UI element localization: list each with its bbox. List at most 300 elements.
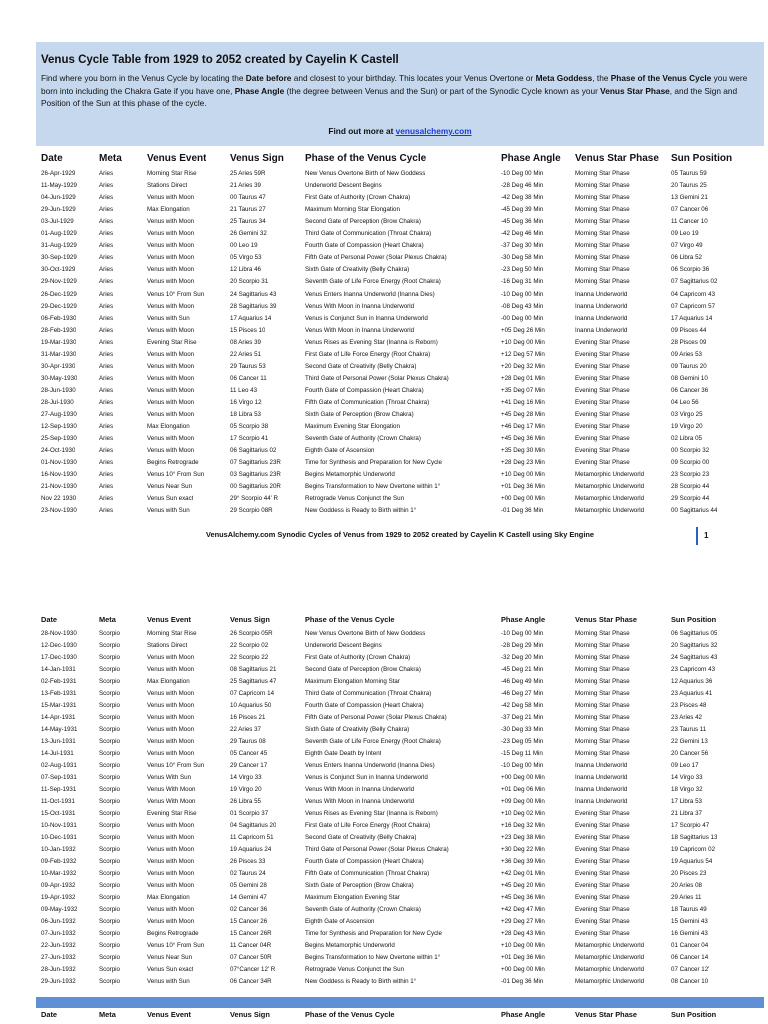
cell-venus-sign: 11 Leo 43 bbox=[230, 386, 258, 394]
table-row bbox=[0, 976, 768, 987]
cell-phase-of-cycle: Venus With Moon in Inanna Underworld bbox=[305, 302, 415, 310]
cell-venus-event: Venus With Sun bbox=[147, 774, 192, 781]
cell-star-phase: Evening Star Phase bbox=[575, 834, 630, 841]
cell-date: 29-Dec-1929 bbox=[41, 302, 77, 310]
cell-sun-position: 15 Gemini 43 bbox=[671, 918, 708, 925]
cell-sun-position: 07 Cancer 12' bbox=[671, 966, 710, 973]
col-phase-angle: Phase Angle bbox=[501, 153, 561, 164]
cell-date: 16-Nov-1930 bbox=[41, 471, 77, 479]
col-phase-angle: Phase Angle bbox=[501, 1010, 546, 1019]
intro-text: (the degree between Venus and the Sun) or part of the Synodic Cycle known as your bbox=[284, 85, 601, 96]
cell-meta: Aries bbox=[99, 266, 114, 274]
cell-star-phase: Evening Star Phase bbox=[575, 930, 630, 937]
cell-phase-angle: +45 Deg 20 Min bbox=[501, 882, 545, 889]
cell-phase-angle: -28 Deg 46 Min bbox=[501, 182, 544, 190]
cell-star-phase: Morning Star Phase bbox=[575, 642, 630, 649]
cell-star-phase: Metamorphic Underworld bbox=[575, 954, 645, 961]
cell-date: 31-Mar-1930 bbox=[41, 350, 77, 358]
cell-sun-position: 29 Aries 11 bbox=[671, 894, 702, 901]
cell-venus-sign: 06 Cancer 34R bbox=[230, 978, 272, 985]
table-row bbox=[0, 904, 768, 915]
table-row bbox=[0, 856, 768, 867]
cell-date: 28-Jun-1930 bbox=[41, 386, 76, 394]
cell-phase-of-cycle: New Venus Overtone Birth of New Goddess bbox=[305, 170, 426, 177]
cell-sun-position: 20 Taurus 25 bbox=[671, 182, 707, 190]
cell-phase-of-cycle: First Gate of Life Force Energy (Root Chakra) bbox=[305, 822, 431, 829]
cell-meta: Scorpio bbox=[99, 654, 120, 661]
cell-venus-sign: 26 Pisces 33 bbox=[230, 858, 266, 865]
cell-star-phase: Evening Star Phase bbox=[575, 362, 630, 370]
cell-venus-sign: 29 Taurus 53 bbox=[230, 362, 266, 370]
cell-star-phase: Evening Star Phase bbox=[575, 423, 630, 431]
cell-venus-sign: 17 Aquarius 14 bbox=[230, 314, 272, 322]
cell-meta: Scorpio bbox=[99, 630, 120, 637]
cell-venus-sign: 21 Aries 39 bbox=[230, 182, 261, 190]
col-meta: Meta bbox=[99, 1010, 116, 1019]
cell-phase-of-cycle: Time for Synthesis and Preparation for New Cycle bbox=[305, 459, 442, 467]
cell-meta: Scorpio bbox=[99, 930, 120, 937]
cell-venus-event: Venus with Moon bbox=[147, 447, 195, 455]
cell-sun-position: 23 Capricorn 43 bbox=[671, 666, 716, 673]
cell-phase-angle: +01 Deg 36 Min bbox=[501, 954, 545, 961]
cell-venus-event: Venus with Moon bbox=[147, 302, 195, 310]
cell-meta: Aries bbox=[99, 507, 114, 515]
cell-venus-event: Venus with Moon bbox=[147, 834, 195, 841]
cell-phase-angle: -37 Deg 30 Min bbox=[501, 242, 544, 250]
cell-date: 11-Sep-1931 bbox=[41, 786, 77, 793]
cell-date: 26-Dec-1929 bbox=[41, 290, 77, 298]
cell-venus-event: Venus with Moon bbox=[147, 242, 195, 250]
cell-venus-event: Venus with Moon bbox=[147, 714, 195, 721]
intro-text: Date before bbox=[245, 73, 292, 83]
cell-star-phase: Evening Star Phase bbox=[575, 435, 630, 443]
cell-meta: Aries bbox=[99, 278, 114, 286]
table-row bbox=[0, 409, 768, 420]
cell-venus-sign: 00 Leo 19 bbox=[230, 242, 258, 250]
table-row bbox=[0, 868, 768, 879]
cell-venus-event: Venus with Moon bbox=[147, 350, 195, 358]
cell-meta: Scorpio bbox=[99, 858, 120, 865]
cell-venus-event: Venus with Moon bbox=[147, 882, 195, 889]
cell-star-phase: Metamorphic Underworld bbox=[575, 495, 645, 503]
cell-meta: Scorpio bbox=[99, 690, 120, 697]
cell-sun-position: 07 Virgo 49 bbox=[671, 242, 703, 250]
cell-date: 19-Mar-1930 bbox=[41, 338, 77, 346]
cell-date: 30-Sep-1929 bbox=[41, 254, 77, 262]
cell-sun-position: 06 Cancer 36 bbox=[671, 386, 709, 394]
cell-meta: Aries bbox=[99, 483, 114, 491]
cell-date: 24-Oct-1930 bbox=[41, 447, 76, 455]
table-row bbox=[0, 361, 768, 372]
cell-sun-position: 17 Libra 53 bbox=[671, 798, 702, 805]
cell-phase-of-cycle: Retrograde Venus Conjunct the Sun bbox=[305, 495, 405, 503]
cell-star-phase: Evening Star Phase bbox=[575, 338, 630, 346]
cell-venus-sign: 22 Aries 37 bbox=[230, 726, 261, 733]
cell-star-phase: Metamorphic Underworld bbox=[575, 978, 645, 985]
table-row bbox=[0, 748, 768, 759]
cell-star-phase: Evening Star Phase bbox=[575, 350, 630, 358]
cell-meta: Aries bbox=[99, 230, 114, 238]
cell-star-phase: Evening Star Phase bbox=[575, 858, 630, 865]
table-row bbox=[0, 964, 768, 975]
cell-date: 06-Jun-1932 bbox=[41, 918, 76, 925]
cell-phase-of-cycle: Second Gate of Creativity (Belly Chakra) bbox=[305, 362, 417, 370]
table-row bbox=[0, 192, 768, 203]
cell-star-phase: Morning Star Phase bbox=[575, 750, 630, 757]
cell-sun-position: 00 Sagittarius 44 bbox=[671, 507, 718, 515]
cell-meta: Aries bbox=[99, 447, 114, 455]
col-sun-position: Sun Position bbox=[671, 615, 717, 624]
table-row bbox=[0, 385, 768, 396]
cell-date: 10-Dec-1931 bbox=[41, 834, 77, 841]
cell-sun-position: 23 Aries 42 bbox=[671, 714, 702, 721]
cell-date: 09-Apr-1932 bbox=[41, 882, 76, 889]
cell-date: 26-Apr-1929 bbox=[41, 170, 76, 177]
table-row bbox=[0, 180, 768, 191]
cell-phase-angle: -46 Deg 27 Min bbox=[501, 690, 544, 697]
table-row bbox=[0, 276, 768, 287]
cell-star-phase: Evening Star Phase bbox=[575, 447, 630, 455]
cell-date: 27-Aug-1930 bbox=[41, 411, 77, 418]
cell-date: 09-May-1932 bbox=[41, 906, 78, 913]
cell-phase-of-cycle: Seventh Gate of Life Force Energy (Root Chakra) bbox=[305, 278, 441, 286]
cell-phase-of-cycle: Third Gate of Personal Power (Solar Plexus Chakra) bbox=[305, 846, 449, 853]
cell-venus-event: Max Elongation bbox=[147, 894, 190, 901]
cell-phase-angle: +28 Deg 23 Min bbox=[501, 459, 545, 467]
table-row bbox=[0, 760, 768, 771]
cell-date: 10-Nov-1931 bbox=[41, 822, 77, 829]
cell-venus-sign: 26 Libra 55 bbox=[230, 798, 261, 805]
cell-phase-angle: -10 Deg 00 Min bbox=[501, 170, 544, 177]
col-phase-angle: Phase Angle bbox=[501, 615, 546, 624]
cell-meta: Scorpio bbox=[99, 762, 120, 769]
cell-sun-position: 04 Capricorn 43 bbox=[671, 290, 716, 298]
cell-phase-of-cycle: Venus Enters Inanna Underworld (Inanna Dies) bbox=[305, 762, 435, 769]
cell-phase-of-cycle: Fifth Gate of Communication (Throat Chakra) bbox=[305, 870, 430, 877]
cell-date: 07-Sep-1931 bbox=[41, 774, 77, 781]
cell-date: 25-Sep-1930 bbox=[41, 435, 77, 443]
cell-phase-angle: +16 Deg 32 Min bbox=[501, 822, 545, 829]
cell-venus-event: Stations Direct bbox=[147, 182, 188, 190]
col-date: Date bbox=[41, 615, 58, 624]
cell-phase-angle: -45 Deg 21 Min bbox=[501, 666, 544, 673]
cell-venus-event: Venus with Moon bbox=[147, 278, 195, 286]
cell-sun-position: 29 Scorpio 44 bbox=[671, 495, 710, 503]
cell-venus-event: Venus with Moon bbox=[147, 690, 195, 697]
table-row bbox=[0, 469, 768, 480]
cell-meta: Aries bbox=[99, 495, 114, 503]
col-phase-of-cycle: Phase of the Venus Cycle bbox=[305, 615, 395, 624]
cell-sun-position: 02 Libra 05 bbox=[671, 435, 702, 443]
table-row bbox=[0, 628, 768, 639]
cell-phase-angle: -16 Deg 31 Min bbox=[501, 278, 544, 286]
cell-venus-sign: 02 Cancer 36 bbox=[230, 906, 268, 913]
cell-venus-event: Venus with Moon bbox=[147, 362, 195, 370]
cell-date: 28-Jun-1932 bbox=[41, 966, 76, 973]
cell-star-phase: Evening Star Phase bbox=[575, 870, 630, 877]
cell-star-phase: Evening Star Phase bbox=[575, 846, 630, 853]
cell-venus-sign: 20 Scorpio 31 bbox=[230, 278, 269, 286]
cell-sun-position: 05 Taurus 59 bbox=[671, 170, 707, 177]
cell-venus-sign: 11 Cancer 04R bbox=[230, 942, 272, 949]
cell-phase-angle: -42 Deg 46 Min bbox=[501, 230, 544, 238]
cell-venus-sign: 16 Pisces 21 bbox=[230, 714, 266, 721]
intro-text: Phase of the Venus Cycle bbox=[610, 73, 712, 83]
cell-phase-of-cycle: Sixth Gate of Perception (Brow Chakra) bbox=[305, 411, 414, 418]
cell-venus-sign: 00 Sagittarius 20R bbox=[230, 483, 281, 491]
document-title: Venus Cycle Table from 1929 to 2052 created by Cayelin K Castell bbox=[41, 54, 399, 66]
cell-meta: Scorpio bbox=[99, 834, 120, 841]
cell-star-phase: Inanna Underworld bbox=[575, 762, 628, 769]
cell-venus-sign: 03 Sagittarius 23R bbox=[230, 471, 281, 479]
col-venus-event: Venus Event bbox=[147, 153, 207, 164]
cell-meta: Scorpio bbox=[99, 642, 120, 649]
cell-phase-of-cycle: Eighth Gate of Ascension bbox=[305, 447, 375, 455]
cell-star-phase: Metamorphic Underworld bbox=[575, 507, 645, 515]
cell-star-phase: Morning Star Phase bbox=[575, 182, 630, 190]
col-sun-position: Sun Position bbox=[671, 1010, 717, 1019]
cell-meta: Aries bbox=[99, 459, 114, 467]
cell-star-phase: Evening Star Phase bbox=[575, 906, 630, 913]
cell-phase-of-cycle: Time for Synthesis and Preparation for New Cycle bbox=[305, 930, 442, 937]
cell-venus-event: Venus with Moon bbox=[147, 666, 195, 673]
cell-phase-of-cycle: Maximum Elongation Evening Star bbox=[305, 894, 400, 901]
cell-venus-sign: 22 Aries 51 bbox=[230, 350, 261, 358]
cell-date: 14-Apr-1931 bbox=[41, 714, 76, 721]
cell-sun-position: 16 Gemini 43 bbox=[671, 930, 708, 937]
table-row bbox=[0, 640, 768, 651]
cell-sun-position: 09 Aries 53 bbox=[671, 350, 702, 358]
cell-phase-of-cycle: Eighth Gate of Ascension bbox=[305, 918, 375, 925]
cell-phase-angle: -00 Deg 00 Min bbox=[501, 314, 544, 322]
cell-phase-angle: +00 Deg 00 Min bbox=[501, 966, 545, 973]
cell-venus-sign: 04 Sagittarius 20 bbox=[230, 822, 277, 829]
cell-venus-event: Venus With Moon bbox=[147, 786, 196, 793]
cell-venus-event: Venus with Moon bbox=[147, 702, 195, 709]
cell-date: 21-Nov-1930 bbox=[41, 483, 77, 491]
cell-venus-sign: 05 Virgo 53 bbox=[230, 254, 262, 262]
col-star-phase: Venus Star Phase bbox=[575, 153, 659, 164]
cell-date: 01-Nov-1930 bbox=[41, 459, 77, 467]
table-row bbox=[0, 252, 768, 263]
cell-star-phase: Evening Star Phase bbox=[575, 398, 630, 406]
cell-phase-angle: +30 Deg 22 Min bbox=[501, 846, 545, 853]
cell-star-phase: Metamorphic Underworld bbox=[575, 942, 645, 949]
cell-sun-position: 09 Pisces 44 bbox=[671, 326, 707, 334]
cell-venus-event: Venus with Moon bbox=[147, 822, 195, 829]
cell-phase-of-cycle: Second Gate of Perception (Brow Chakra) bbox=[305, 666, 421, 673]
cell-phase-of-cycle: First Gate of Life Force Energy (Root Chakra) bbox=[305, 350, 431, 358]
cell-venus-sign: 08 Sagittarius 21 bbox=[230, 666, 277, 673]
cell-venus-event: Venus with Moon bbox=[147, 230, 195, 238]
venusalchemy-link[interactable]: venusalchemy.com bbox=[395, 126, 472, 136]
find-out-more bbox=[36, 126, 764, 136]
table-row bbox=[0, 397, 768, 408]
cell-meta: Aries bbox=[99, 435, 114, 443]
table-row bbox=[0, 724, 768, 735]
cell-date: 15-Oct-1931 bbox=[41, 810, 76, 817]
cell-sun-position: 00 Scorpio 32 bbox=[671, 447, 710, 455]
cell-phase-of-cycle: Underworld Descent Begins bbox=[305, 642, 382, 649]
table-row bbox=[0, 289, 768, 300]
cell-star-phase: Metamorphic Underworld bbox=[575, 471, 645, 479]
cell-sun-position: 23 Pisces 48 bbox=[671, 702, 707, 709]
cell-venus-sign: 14 Gemini 47 bbox=[230, 894, 267, 901]
cell-star-phase: Inanna Underworld bbox=[575, 774, 628, 781]
intro-panel bbox=[36, 42, 764, 146]
cell-venus-sign: 29° Scorpio 44' R bbox=[230, 495, 279, 503]
cell-venus-sign: 07 Cancer 50R bbox=[230, 954, 272, 961]
intro-text: , and the Sign and Position of the Sun at this phase of the cycle. bbox=[41, 85, 738, 108]
cell-sun-position: 06 Sagittarius 05 bbox=[671, 630, 718, 637]
cell-star-phase: Morning Star Phase bbox=[575, 194, 630, 202]
table-row bbox=[0, 168, 768, 179]
cell-date: 11-May-1929 bbox=[41, 182, 77, 190]
intro-text: Meta Goddess bbox=[535, 73, 593, 83]
cell-venus-sign: 06 Sagittarius 02 bbox=[230, 447, 277, 455]
table-row bbox=[0, 928, 768, 939]
cell-sun-position: 08 Cancer 10 bbox=[671, 978, 709, 985]
cell-meta: Scorpio bbox=[99, 870, 120, 877]
cell-phase-angle: +05 Deg 26 Min bbox=[501, 326, 545, 334]
cell-venus-event: Venus Near Sun bbox=[147, 483, 193, 491]
cell-star-phase: Evening Star Phase bbox=[575, 918, 630, 925]
cell-sun-position: 01 Cancer 04 bbox=[671, 942, 709, 949]
cell-venus-sign: 15 Cancer 26 bbox=[230, 918, 268, 925]
cell-venus-sign: 06 Cancer 11 bbox=[230, 374, 267, 382]
table-row bbox=[0, 325, 768, 336]
cell-phase-of-cycle: Eighth Gate Death by Intent bbox=[305, 750, 382, 757]
cell-sun-position: 20 Aries 08 bbox=[671, 882, 702, 889]
cell-venus-event: Venus with Moon bbox=[147, 846, 195, 853]
col-date: Date bbox=[41, 153, 63, 164]
cell-sun-position: 07 Cancer 06 bbox=[671, 206, 709, 214]
cell-venus-event: Max Elongation bbox=[147, 678, 190, 685]
cell-venus-event: Venus with Moon bbox=[147, 738, 195, 745]
cell-phase-of-cycle: Fifth Gate of Personal Power (Solar Plexus Chakra) bbox=[305, 254, 447, 262]
cell-phase-angle: -28 Deg 29 Min bbox=[501, 642, 544, 649]
cell-phase-angle: +28 Deg 43 Min bbox=[501, 930, 545, 937]
cell-star-phase: Evening Star Phase bbox=[575, 459, 630, 467]
cell-sun-position: 09 Scorpio 00 bbox=[671, 459, 710, 467]
cell-phase-angle: +12 Deg 57 Min bbox=[501, 350, 545, 358]
cell-venus-sign: 15 Cancer 26R bbox=[230, 930, 272, 937]
cell-meta: Aries bbox=[99, 350, 114, 358]
cell-venus-sign: 02 Taurus 24 bbox=[230, 870, 266, 877]
cell-phase-of-cycle: Venus Enters Inanna Underworld (Inanna Dies) bbox=[305, 290, 435, 298]
cell-phase-angle: +09 Deg 00 Min bbox=[501, 798, 545, 805]
cell-sun-position: 19 Aquarius 54 bbox=[671, 858, 713, 865]
cell-phase-of-cycle: Fourth Gate of Compassion (Heart Chakra) bbox=[305, 702, 424, 709]
cell-phase-angle: -15 Deg 11 Min bbox=[501, 750, 543, 757]
cell-meta: Aries bbox=[99, 194, 114, 202]
cell-sun-position: 04 Leo 56 bbox=[671, 398, 699, 406]
table-row bbox=[0, 216, 768, 227]
cell-venus-event: Venus with Moon bbox=[147, 750, 195, 757]
cell-venus-event: Venus Sun exact bbox=[147, 495, 194, 503]
cell-sun-position: 07 Capricorn 57 bbox=[671, 302, 716, 310]
cell-sun-position: 06 Scorpio 36 bbox=[671, 266, 710, 274]
cell-phase-angle: +35 Deg 07 Min bbox=[501, 386, 545, 394]
cell-date: 12-Sep-1930 bbox=[41, 423, 77, 431]
col-venus-sign: Venus Sign bbox=[230, 153, 284, 164]
cell-phase-angle: +01 Deg 36 Min bbox=[501, 483, 545, 491]
table-row bbox=[0, 784, 768, 795]
cell-star-phase: Evening Star Phase bbox=[575, 386, 630, 394]
cell-venus-sign: 25 Taurus 34 bbox=[230, 218, 266, 226]
cell-venus-event: Venus with Moon bbox=[147, 398, 195, 406]
cell-date: 07-Jun-1932 bbox=[41, 930, 76, 937]
cell-star-phase: Metamorphic Underworld bbox=[575, 966, 645, 973]
cell-date: 01-Aug-1929 bbox=[41, 230, 77, 238]
cell-date: 22-Jun-1932 bbox=[41, 942, 76, 949]
cell-date: 29-Nov-1929 bbox=[41, 278, 77, 286]
cell-star-phase: Metamorphic Underworld bbox=[575, 483, 645, 491]
cell-phase-angle: -01 Deg 36 Min bbox=[501, 507, 544, 515]
cell-phase-angle: -30 Deg 33 Min bbox=[501, 726, 544, 733]
col-venus-event: Venus Event bbox=[147, 615, 191, 624]
cell-venus-event: Venus Near Sun bbox=[147, 954, 193, 961]
cell-phase-of-cycle: New Goddess is Ready to Birth within 1° bbox=[305, 507, 417, 515]
intro-text: Venus Star Phase bbox=[600, 85, 670, 96]
cell-date: 30-May-1930 bbox=[41, 374, 78, 382]
table-row bbox=[0, 736, 768, 747]
cell-star-phase: Morning Star Phase bbox=[575, 254, 630, 262]
page-marker bbox=[696, 527, 698, 545]
cell-phase-of-cycle: Seventh Gate of Life Force Energy (Root Chakra) bbox=[305, 738, 441, 745]
cell-sun-position: 12 Aquarius 36 bbox=[671, 678, 713, 685]
cell-venus-event: Venus with Sun bbox=[147, 978, 190, 985]
cell-venus-event: Venus with Moon bbox=[147, 374, 195, 382]
table-row bbox=[0, 349, 768, 360]
cell-star-phase: Morning Star Phase bbox=[575, 726, 630, 733]
cell-venus-sign: 11 Capricorn 51 bbox=[230, 834, 274, 841]
cell-star-phase: Morning Star Phase bbox=[575, 170, 630, 177]
cell-venus-event: Venus with Moon bbox=[147, 326, 195, 334]
table-row bbox=[0, 433, 768, 444]
cell-venus-sign: 26 Gemini 32 bbox=[230, 230, 267, 238]
table-header-page1 bbox=[0, 153, 768, 164]
cell-meta: Scorpio bbox=[99, 918, 120, 925]
cell-venus-event: Evening Star Rise bbox=[147, 338, 197, 346]
table-row bbox=[0, 204, 768, 215]
cell-venus-event: Venus with Moon bbox=[147, 726, 195, 733]
cell-star-phase: Evening Star Phase bbox=[575, 882, 630, 889]
cell-date: 28-Feb-1930 bbox=[41, 326, 77, 334]
cell-sun-position: 20 Pisces 23 bbox=[671, 870, 707, 877]
cell-meta: Scorpio bbox=[99, 894, 120, 901]
cell-phase-of-cycle: First Gate of Authority (Crown Chakra) bbox=[305, 654, 411, 661]
cell-meta: Scorpio bbox=[99, 942, 120, 949]
cell-venus-event: Max Elongation bbox=[147, 423, 190, 431]
cell-sun-position: 20 Cancer 56 bbox=[671, 750, 709, 757]
cell-date: Nov 22 1930 bbox=[41, 495, 77, 503]
cell-venus-sign: 01 Scorpio 37 bbox=[230, 810, 269, 817]
cell-meta: Aries bbox=[99, 290, 114, 298]
cell-phase-of-cycle: Third Gate of Personal Power (Solar Plexus Chakra) bbox=[305, 374, 449, 382]
cell-venus-sign: 07°Cancer 12' R bbox=[230, 966, 276, 973]
cell-phase-angle: -32 Deg 20 Min bbox=[501, 654, 544, 661]
table-row bbox=[0, 240, 768, 251]
cell-sun-position: 19 Capricorn 02 bbox=[671, 846, 716, 853]
table-row bbox=[0, 664, 768, 675]
cell-sun-position: 07 Sagittarius 02 bbox=[671, 278, 718, 286]
cell-venus-event: Venus with Sun bbox=[147, 314, 190, 322]
cell-phase-angle: -37 Deg 21 Min bbox=[501, 714, 544, 721]
cell-venus-event: Venus with Moon bbox=[147, 435, 195, 443]
cell-venus-event: Venus 10° From Sun bbox=[147, 762, 205, 769]
cell-phase-angle: +41 Deg 16 Min bbox=[501, 398, 545, 406]
